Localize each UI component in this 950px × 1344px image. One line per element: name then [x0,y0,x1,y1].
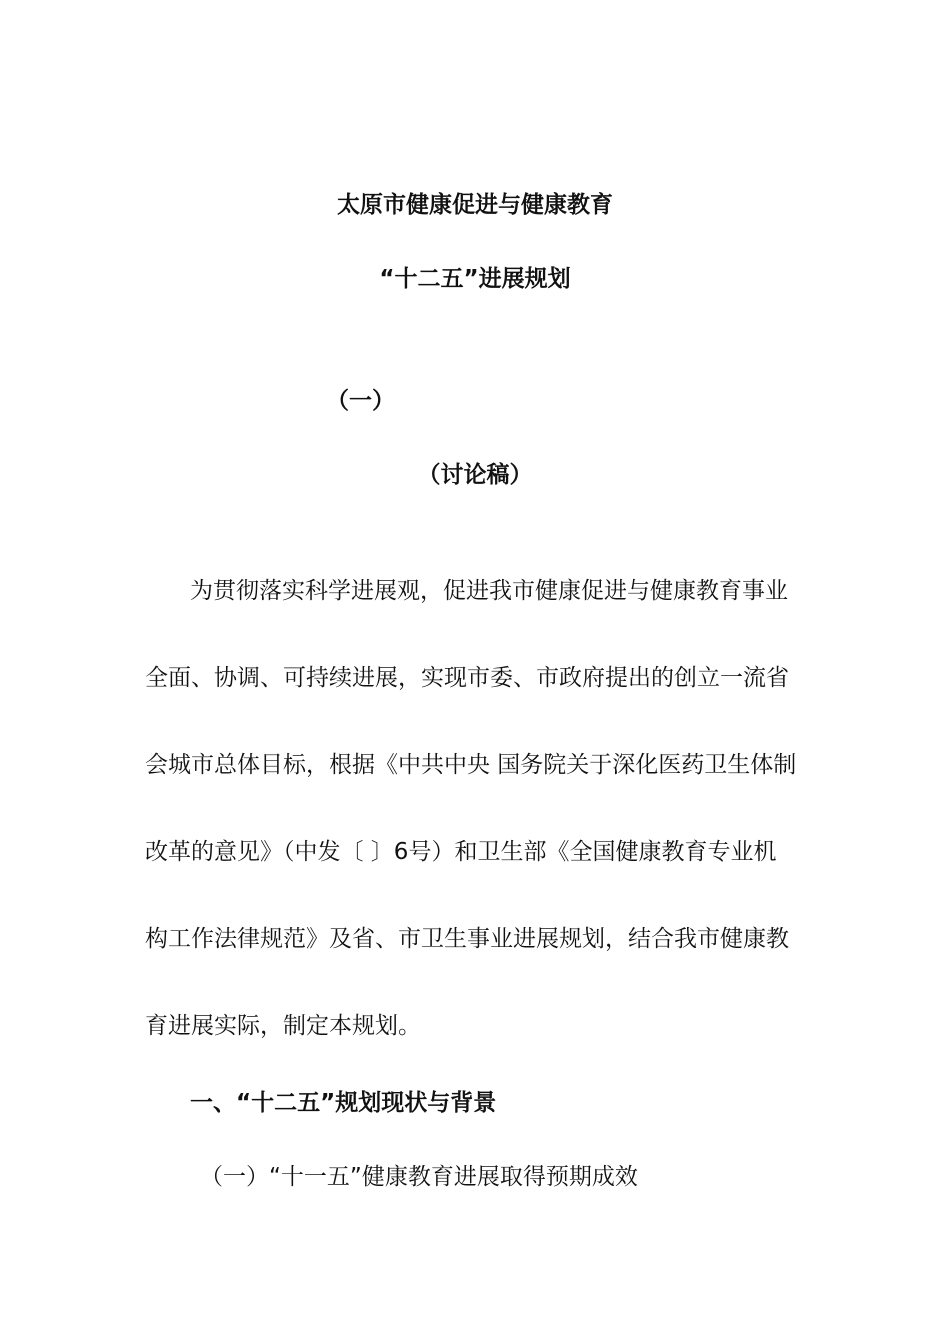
paragraph-line: 改革的意见》（中发〔 〕6号）和卫生部《全国健康教育专业机 [145,839,777,865]
paragraph-line: 全面、协调、可持续进展，实现市委、市政府提出的创立一流省 [145,665,789,691]
draft-label: （讨论稿） [417,462,533,488]
document-title-line-2: “十二五”进展规划 [379,266,571,292]
paragraph-line: 会城市总体目标，根据《中共中央 国务院关于深化医药卫生体制 [145,752,797,778]
subsection-heading: （一）“十一五”健康教育进展取得预期成效 [200,1164,638,1190]
paragraph-line: 育进展实际，制定本规划。 [145,1013,421,1039]
part-number-label: （一） [326,388,395,414]
section-heading: 一、“十二五”规划现状与背景 [190,1090,497,1116]
paragraph-line: 构工作法律规范》及省、市卫生事业进展规划，结合我市健康教 [145,926,789,952]
paragraph-line: 为贯彻落实科学进展观，促进我市健康促进与健康教育事业 [190,578,788,604]
document-title-line-1: 太原市健康促进与健康教育 [337,192,613,218]
